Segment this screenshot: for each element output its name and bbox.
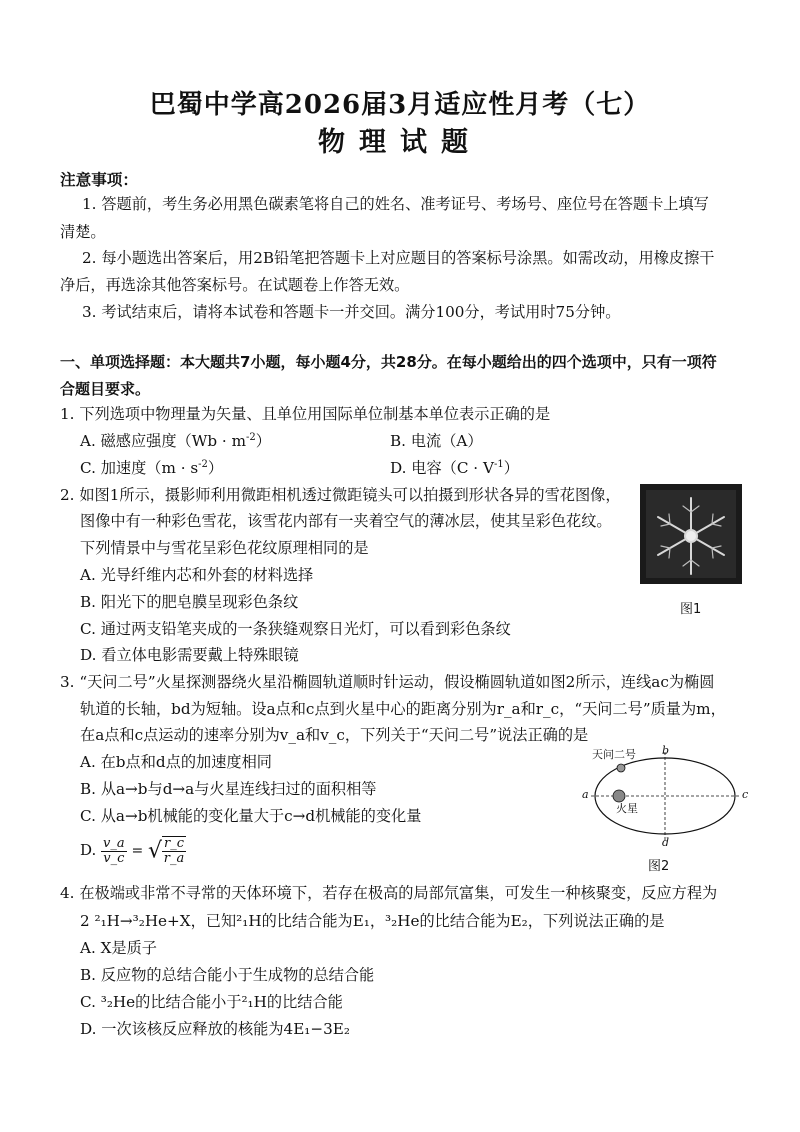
probe-dot [617,764,625,772]
section1-line-1: 一、单项选择题：本大题共7小题，每小题4分，共28分。在每小题给出的四个选项中，只有一项符 [60,353,717,371]
q1-option-a: A. 磁感应强度$(Wb \cdot m^{-2})$ [80,431,271,450]
notice-line-3: 2. 每小题选出答案后，用2B铅笔把答题卡上对应题目的答案标号涂黑。如需改动，用橡皮擦干 [82,249,715,267]
q3-option-a: A. 在b点和d点的加速度相同 [80,753,272,771]
notice-line-4: 净后，再选涂其他答案标号。在试题卷上作答无效。 [60,276,410,294]
notice-heading: 注意事项： [60,171,138,189]
q4-option-a: A. X是质子 [80,939,157,957]
notice-line-5: 3. 考试结束后，请将本试卷和答题卡一并交回。满分100分，考试用时75分钟。 [82,303,621,321]
q4-option-d: D. 一次该核反应释放的核能为4E₁−3E₂ [80,1020,350,1038]
q4-option-c: C. ³₂He的比结合能小于²₁H的比结合能 [80,993,343,1011]
q4-option-b: B. 反应物的总结合能小于生成物的总结合能 [80,966,375,984]
notice-line-2: 清楚。 [60,223,106,241]
fig2-point-c: c [742,788,749,801]
q3-option-c: C. 从a→b机械能的变化量大于c→d机械能的变化量 [80,807,422,825]
fig2-point-d: d [662,836,670,849]
notice-line-1: 1. 答题前，考生务必用黑色碳素笔将自己的姓名、准考证号、考场号、座位号在答题卡上填写 [82,195,709,213]
fig2-point-a: a [582,788,589,801]
q2-line-3: 下列情景中与雪花呈彩色花纹原理相同的是 [80,539,369,557]
q1-option-d: D. 电容$(C \cdot V^{-1})$ [390,458,519,477]
q4-line-2: 2 ²₁H→³₂He+X，已知²₁H的比结合能为E₁，³₂He的比结合能为E₂，下列说法正确的是 [80,912,665,930]
exam-title: 巴蜀中学高2026届3月适应性月考（七） [149,90,651,120]
q1-stem: 1. 下列选项中物理量为矢量、且单位用国际单位制基本单位表示正确的是 [60,405,551,423]
fig2-point-b: b [662,744,670,757]
q3-option-b: B. 从a→b与d→a与火星连线扫过的面积相等 [80,780,377,798]
q2-line-1: 2. 如图1所示，摄影师利用微距相机透过微距镜头可以拍摄到形状各异的雪花图像， [60,486,621,504]
q2-option-a: A. 光导纤维内芯和外套的材料选择 [80,566,314,584]
section1-line-2: 合题目要求。 [60,380,151,398]
q3-d-velocity-ratio: $\frac{v\_a}{v\_c}$ [103,835,125,866]
fig2-mars-label: 火星 [616,802,638,815]
q3-line-3: 在a点和c点运动的速率分别为v_a和v_c，下列关于“天问二号”说法正确的是 [80,726,589,744]
q1-option-b: B. 电流（A） [390,432,483,450]
figure-1-caption: 图1 [680,602,702,617]
q2-option-c: C. 通过两支铅笔夹成的一条狭缝观察日光灯，可以看到彩色条纹 [80,620,511,638]
q2-line-2: 图像中有一种彩色雪花，该雪花内部有一夹着空气的薄冰层，使其呈彩色花纹。 [80,512,612,530]
q2-option-b: B. 阳光下的肥皂膜呈现彩色条纹 [80,593,299,611]
q3-line-1: 3. “天问二号”火星探测器绕火星沿椭圆轨道顺时针运动，假设椭圆轨道如图2所示，连线ac为椭圆 [60,673,715,691]
fig2-probe-label: 天问二号 [592,748,636,761]
exam-subtitle: 物理试题 [318,127,482,158]
q3-option-d: D. $\frac{v\_a}{v\_c}$ = √ $\frac{r\_c}{r\_a}$ [80,835,185,866]
q1-option-c: C. 加速度$(m \cdot s^{-2})$ [80,458,224,477]
q2-option-d: D. 看立体电影需要戴上特殊眼镜 [80,646,299,664]
figure-2-caption: 图2 [648,859,670,874]
q4-line-1: 4. 在极端或非常不寻常的天体环境下，若存在极高的局部氘富集，可发生一种核聚变，反应方程为 [60,884,718,902]
q3-line-2: 轨道的长轴，bd为短轴。设a点和c点到火星中心的距离分别为r_a和r_c，“天问二号”质量为m， [80,700,726,718]
snowflake-photo [640,484,742,584]
q3-d-radius-ratio: $\frac{r\_c}{r\_a}$ [163,836,185,866]
